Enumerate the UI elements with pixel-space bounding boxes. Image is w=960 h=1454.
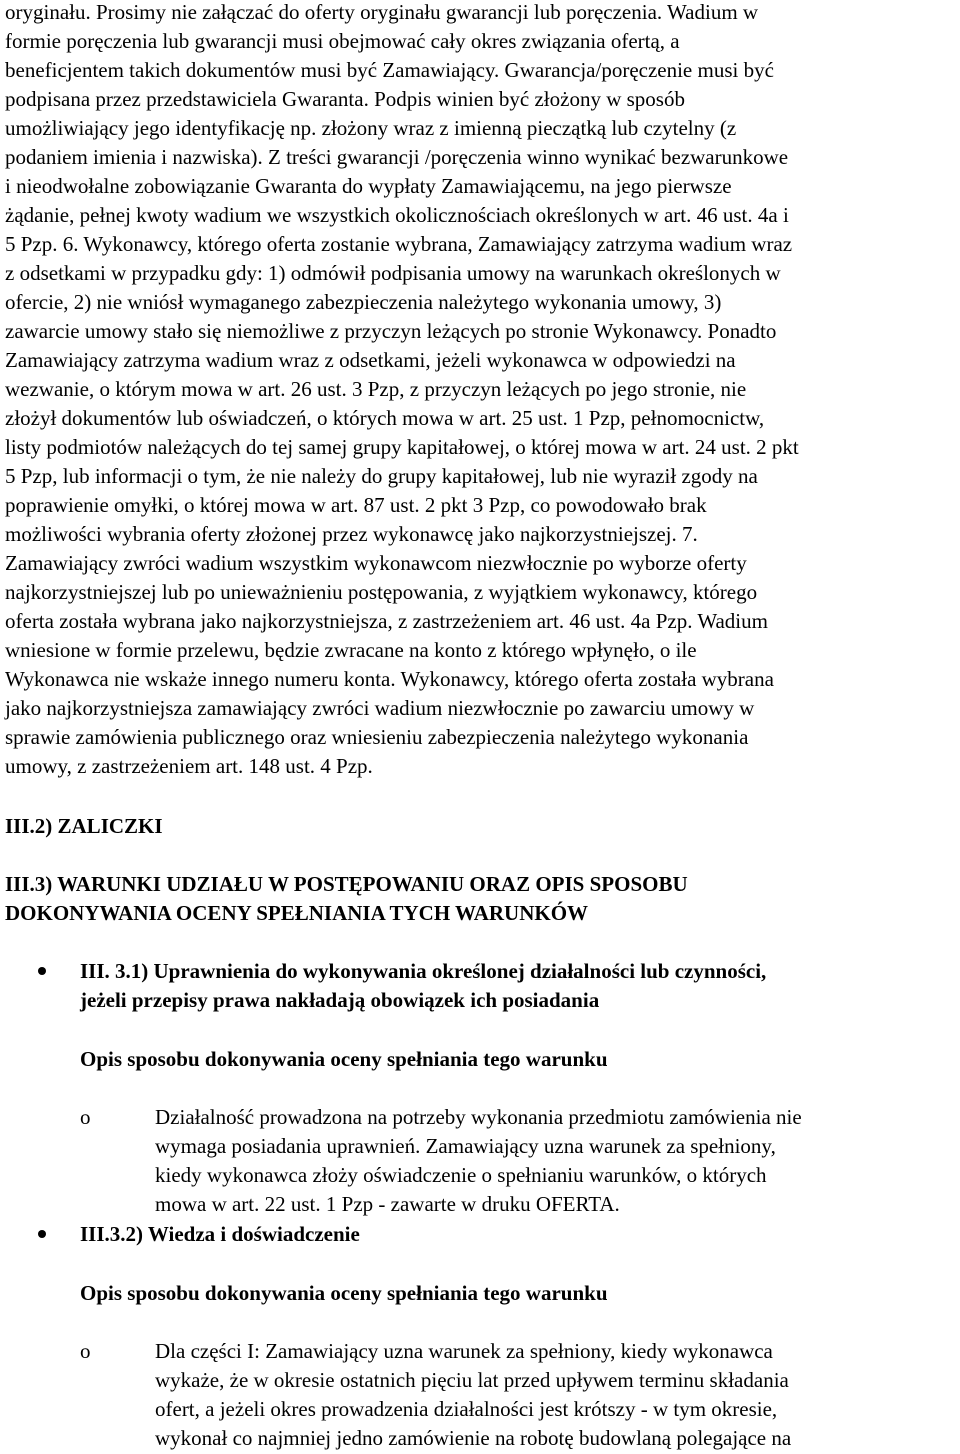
section-heading-iii2: III.2) ZALICZKI bbox=[5, 814, 163, 838]
bullet-icon bbox=[38, 967, 46, 975]
item-3-2-text-line1: Dla części I: Zamawiający uzna warunek za spełniony, kiedy wykonawca bbox=[155, 1339, 773, 1363]
text-line: poprawienie omyłki, o której mowa w art. 87 ust. 2 pkt 3 Pzp, co powodowało brak bbox=[5, 493, 707, 517]
wadium-paragraph bbox=[5, 0, 799, 781]
text-line: najkorzystniejszej lub po unieważnieniu postępowania, z wyjątkiem wykonawcy, którego bbox=[5, 580, 758, 604]
item-3-2-text-line2: wykaże, że w okresie ostatnich pięciu lat przed upływem terminu składania bbox=[155, 1368, 789, 1392]
text-line: możliwości wybrania oferty złożonej przez wykonawcę jako najkorzystniejszej. 7. bbox=[5, 522, 698, 546]
text-line: jako najkorzystniejsza zamawiający zwróci wadium niezwłocznie po zawarciu umowy w bbox=[5, 696, 755, 720]
text-line: podpisana przez przedstawiciela Gwaranta. Podpis winien być złożony w sposób bbox=[5, 87, 685, 111]
text-line: Wykonawca nie wskaże innego numeru konta. Wykonawcy, którego oferta została wybrana bbox=[5, 667, 774, 691]
circle-bullet-icon: o bbox=[80, 1105, 91, 1129]
text-line: i nieodwołalne zobowiązanie Gwaranta do wypłaty Zamawiającemu, na jego pierwsze bbox=[5, 174, 732, 198]
circle-bullet-icon: o bbox=[80, 1339, 91, 1363]
text-line: żądanie, pełnej kwoty wadium we wszystkich okolicznościach określonych w art. 46 ust. 4a i bbox=[5, 203, 789, 227]
text-line: listy podmiotów należących do tej samej grupy kapitałowej, o której mowa w art. 24 ust. 2 pkt bbox=[5, 435, 799, 459]
item-3-1-title-line1: III. 3.1) Uprawnienia do wykonywania określonej działalności lub czynności, bbox=[80, 959, 767, 983]
text-line: złożył dokumentów lub oświadczeń, o których mowa w art. 25 ust. 1 Pzp, pełnomocnictw, bbox=[5, 406, 765, 430]
text-line: wniesione w formie przelewu, będzie zwracane na konto z którego wpłynęło, o ile bbox=[5, 638, 697, 662]
text-line: Zamawiający zwróci wadium wszystkim wykonawcom niezwłocznie po wyborze oferty bbox=[5, 551, 747, 575]
item-3-2-title: III.3.2) Wiedza i doświadczenie bbox=[80, 1222, 360, 1246]
item-3-2-subheading: Opis sposobu dokonywania oceny spełniania tego warunku bbox=[80, 1281, 608, 1305]
text-line: zawarcie umowy stało się niemożliwe z przyczyn leżących po stronie Wykonawcy. Ponadto bbox=[5, 319, 777, 343]
text-line: podaniem imienia i nazwiska). Z treści gwarancji /poręczenia winno wynikać bezwarunkowe bbox=[5, 145, 789, 169]
text-line: 5 Pzp, lub informacji o tym, że nie należy do grupy kapitałowej, lub nie wyraził zgody na bbox=[5, 464, 758, 488]
bullet-icon bbox=[38, 1230, 46, 1238]
item-3-1-text-line2: wymaga posiadania uprawnień. Zamawiający uzna warunek za spełniony, bbox=[155, 1134, 776, 1158]
text-line: Zamawiający zatrzyma wadium wraz z odsetkami, jeżeli wykonawca w odpowiedzi na bbox=[5, 348, 736, 372]
text-line: ofercie, 2) nie wniósł wymaganego zabezpieczenia należytego wykonania umowy, 3) bbox=[5, 290, 722, 314]
item-3-1-text-line4: mowa w art. 22 ust. 1 Pzp - zawarte w druku OFERTA. bbox=[155, 1192, 620, 1216]
item-3-1-text-line3: kiedy wykonawca złoży oświadczenie o spełnianiu warunków, o których bbox=[155, 1163, 767, 1187]
text-line: umowy, z zastrzeżeniem art. 148 ust. 4 Pzp. bbox=[5, 754, 373, 778]
item-3-2-text-line4: wykonał co najmniej jedno zamówienie na robotę budowlaną polegające na bbox=[155, 1426, 792, 1450]
text-line: oryginału. Prosimy nie załączać do oferty oryginału gwarancji lub poręczenia. Wadium w bbox=[5, 0, 759, 24]
text-line: oferta została wybrana jako najkorzystniejsza, z zastrzeżeniem art. 46 ust. 4a Pzp. Wadium bbox=[5, 609, 768, 633]
text-line: formie poręczenia lub gwarancji musi obejmować cały okres związania ofertą, a bbox=[5, 29, 680, 53]
text-line: umożliwiający jego identyfikację np. złożony wraz z imienną pieczątką lub czytelny (z bbox=[5, 116, 737, 140]
text-line: 5 Pzp. 6. Wykonawcy, którego oferta zostanie wybrana, Zamawiający zatrzyma wadium wraz bbox=[5, 232, 793, 256]
item-3-1-text-line1: Działalność prowadzona na potrzeby wykonania przedmiotu zamówienia nie bbox=[155, 1105, 802, 1129]
text-line: wezwanie, o którym mowa w art. 26 ust. 3 Pzp, z przyczyn leżących po jego stronie, nie bbox=[5, 377, 747, 401]
text-line: beneficjentem takich dokumentów musi być Zamawiający. Gwarancja/poręczenie musi być bbox=[5, 58, 774, 82]
item-3-1-subheading: Opis sposobu dokonywania oceny spełniania tego warunku bbox=[80, 1047, 608, 1071]
text-line: z odsetkami w przypadku gdy: 1) odmówił podpisania umowy na warunkach określonych w bbox=[5, 261, 781, 285]
item-3-1-title-line2: jeżeli przepisy prawa nakładają obowiązek ich posiadania bbox=[80, 988, 600, 1012]
section-heading-iii3-line2: DOKONYWANIA OCENY SPEŁNIANIA TYCH WARUNKÓW bbox=[5, 901, 589, 925]
text-line: sprawie zamówienia publicznego oraz wniesieniu zabezpieczenia należytego wykonania bbox=[5, 725, 749, 749]
item-3-2-text-line3: ofert, a jeżeli okres prowadzenia działalności jest krótszy - w tym okresie, bbox=[155, 1397, 778, 1421]
section-heading-iii3-line1: III.3) WARUNKI UDZIAŁU W POSTĘPOWANIU ORAZ OPIS SPOSOBU bbox=[5, 872, 688, 896]
